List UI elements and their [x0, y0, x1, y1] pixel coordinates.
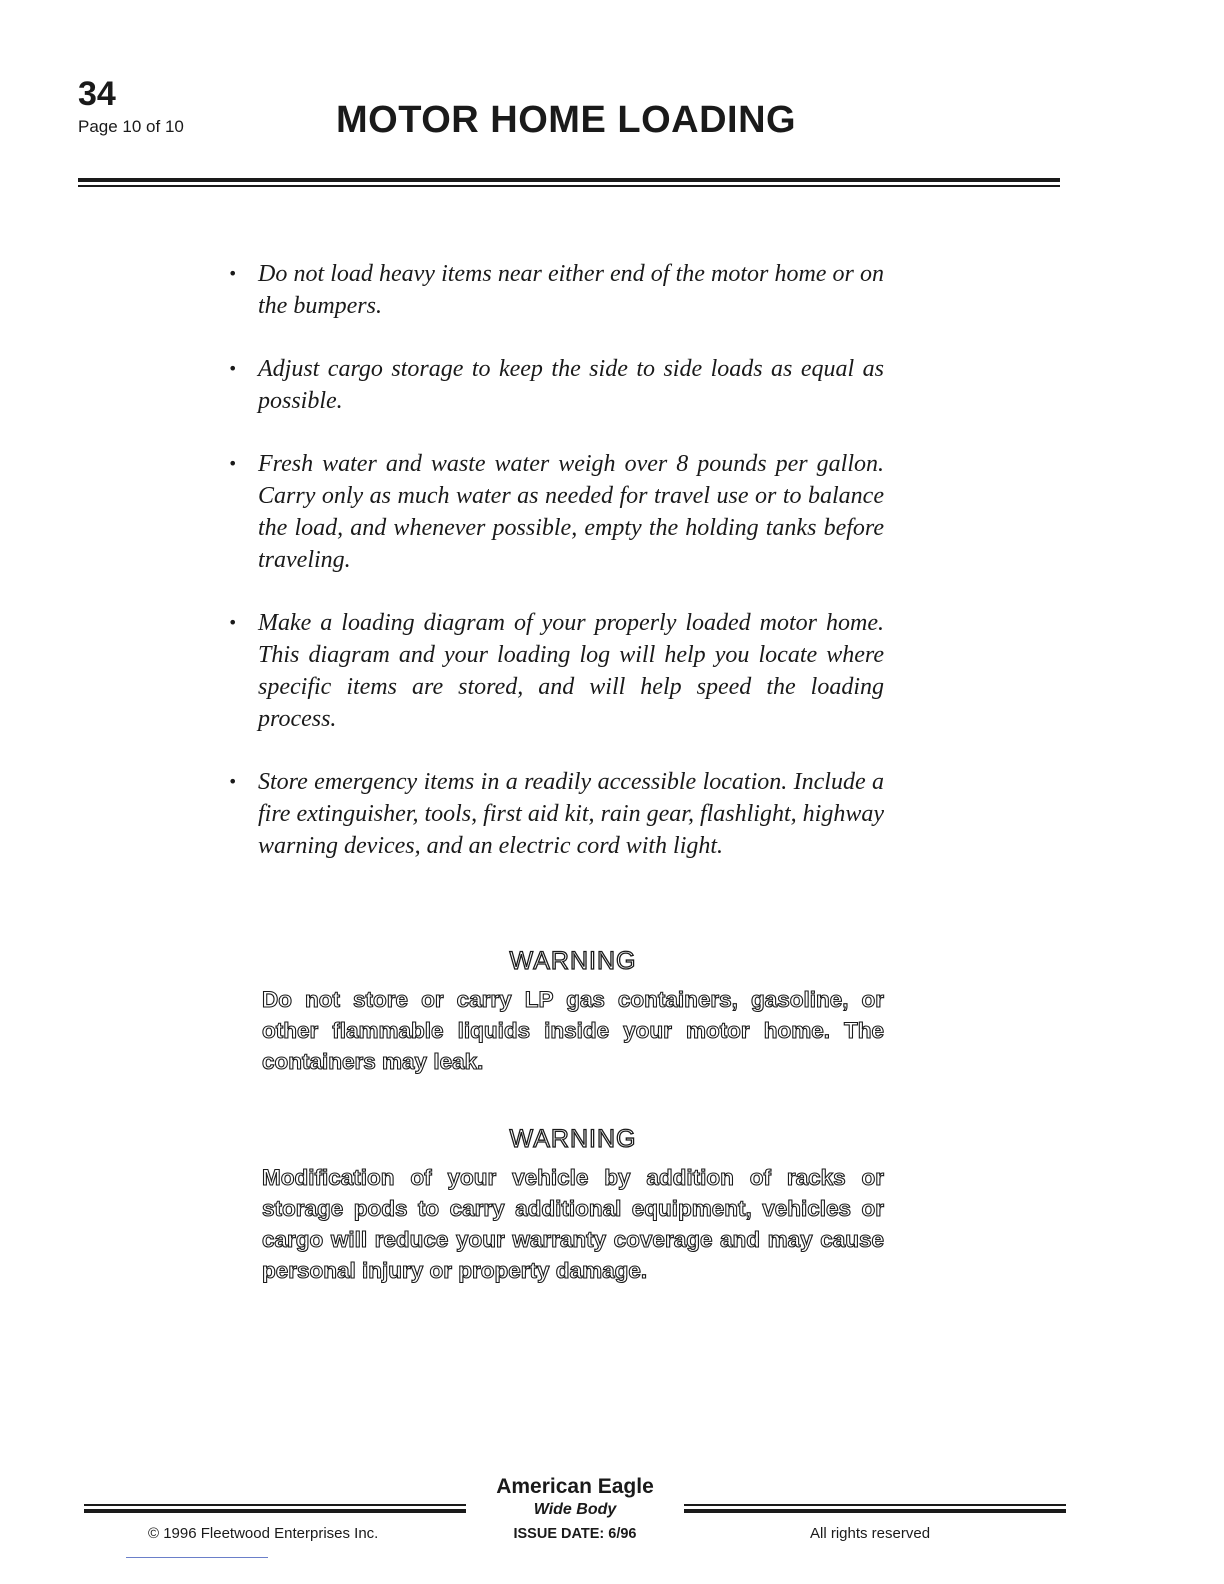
- footer-underline-mark: [126, 1557, 268, 1558]
- list-item-text: Do not load heavy items near either end of the motor home or on the bumpers.: [258, 261, 884, 319]
- footer-rule-left-thick: [84, 1509, 466, 1513]
- list-item: [228, 766, 884, 862]
- page-title: MOTOR HOME LOADING: [336, 99, 797, 141]
- list-item-text: Fresh water and waste water weigh over 8 pounds per gallon. Carry only as much water as needed for travel use or to balance the load, and whenever possible, empty the holding tanks before traveling.: [258, 451, 884, 573]
- header-rule-thick: [78, 178, 1060, 182]
- bullet-icon: •: [228, 454, 238, 473]
- footer-copyright: © 1996 Fleetwood Enterprises Inc.: [148, 1525, 379, 1542]
- footer-rule-right-thin: [684, 1504, 1066, 1506]
- header-rule-thin: [78, 185, 1060, 187]
- footer-rights: All rights reserved: [810, 1525, 931, 1542]
- bullet-icon: •: [228, 264, 238, 283]
- list-item-text: Adjust cargo storage to keep the side to side loads as equal as possible.: [258, 356, 884, 414]
- list-item-text: Store emergency items in a readily accessible location. Include a fire extinguisher, tools, first aid kit, rain gear, flashlight, highway warning devices, and an electric cord with light.: [258, 769, 884, 859]
- bullet-icon: •: [228, 359, 238, 378]
- warning-text-lp-gas: Do not store or carry LP gas containers, gasoline, or other flammable liquids inside your motor home. The containers may leak.: [262, 987, 884, 1074]
- list-item: [228, 448, 884, 576]
- warning-title-modification: WARNING: [509, 1125, 637, 1153]
- page-of-label: Page 10 of 10: [78, 117, 184, 136]
- loading-tips-list: [228, 258, 884, 893]
- bullet-icon: •: [228, 613, 238, 632]
- footer-issue-date: ISSUE DATE: 6/96: [513, 1526, 637, 1542]
- bullet-icon: •: [228, 772, 238, 791]
- list-item: [228, 607, 884, 735]
- footer-rule-right-thick: [684, 1509, 1066, 1513]
- list-item-text: Make a loading diagram of your properly loaded motor home. This diagram and your loading log will help you locate where specific items are stored, and will help speed the loading process.: [258, 610, 884, 732]
- page-number: 34: [78, 75, 116, 113]
- warning-title-lp-gas: WARNING: [509, 947, 637, 975]
- footer-rule-left-thin: [84, 1504, 466, 1506]
- footer-brand: American Eagle: [496, 1475, 654, 1498]
- footer-model: Wide Body: [533, 1501, 617, 1518]
- list-item: [228, 353, 884, 417]
- list-item: [228, 258, 884, 322]
- warning-text-modification: Modification of your vehicle by addition of racks or storage pods to carry additional equipment, vehicles or cargo will reduce your warranty coverage and may cause personal injury or property damage.: [262, 1165, 884, 1283]
